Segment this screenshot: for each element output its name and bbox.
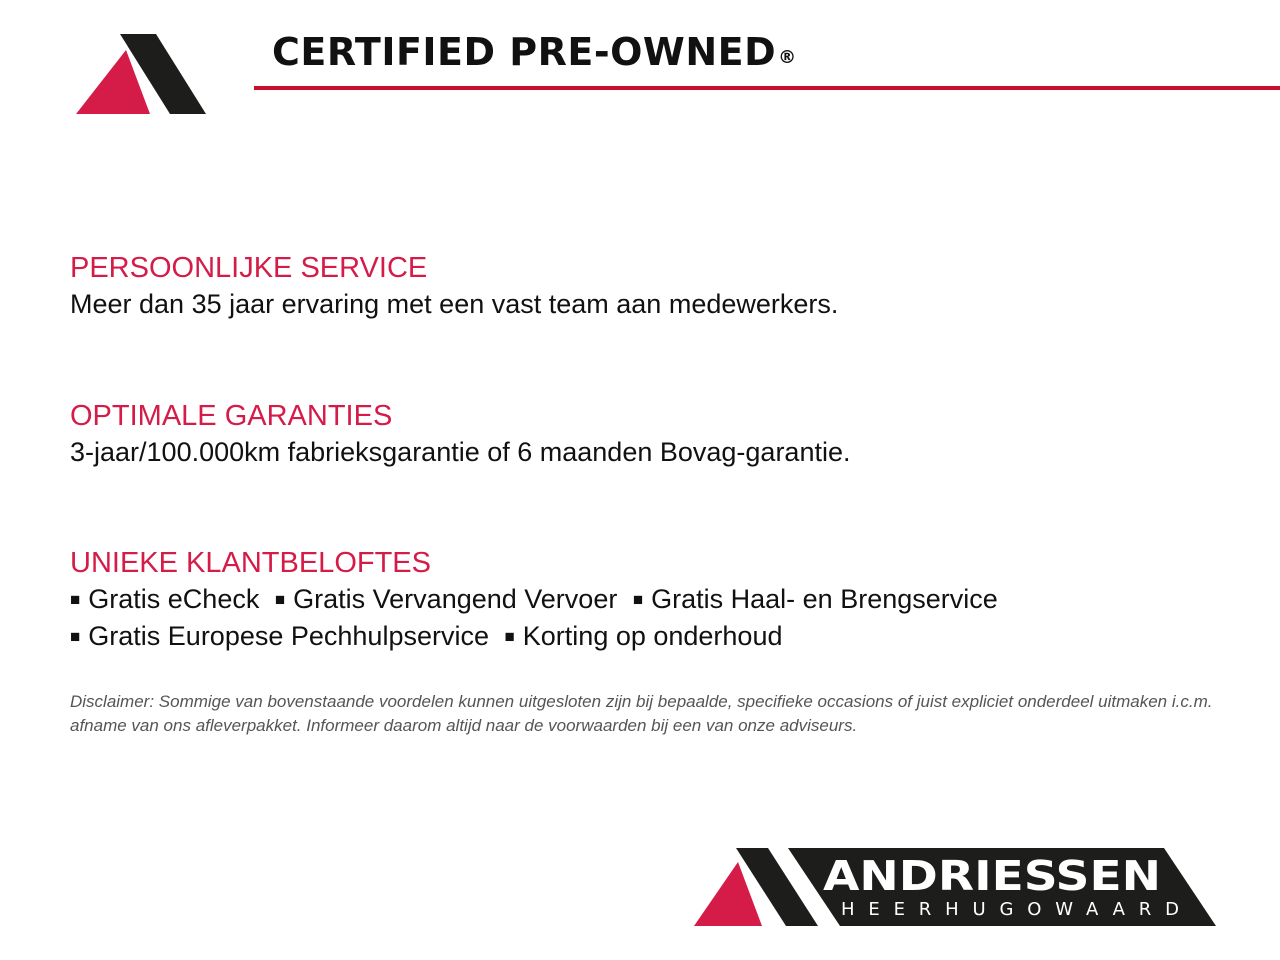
list-item: Korting op onderhoud: [522, 621, 783, 651]
brand-name: ANDRIESSEN: [823, 852, 1161, 900]
bullet-square-icon: ■: [70, 627, 81, 646]
brand-logo: [694, 848, 1218, 928]
list-item: Gratis eCheck: [88, 584, 260, 614]
bullet-square-icon: ■: [274, 590, 286, 609]
header-divider: [254, 86, 1280, 90]
section-heading: PERSOONLIJKE SERVICE: [70, 252, 428, 284]
section-persoonlijke-service: [70, 250, 1250, 322]
section-body: 3-jaar/100.000km fabrieksgarantie of 6 maanden Bovag-garantie.: [70, 437, 851, 467]
list-item: Gratis Europese Pechhulpservice: [88, 621, 489, 651]
brand-location: HEERHUGOWAARD: [841, 899, 1179, 920]
section-unieke-klantbeloftes: [70, 545, 1250, 655]
bullet-square-icon: ■: [70, 590, 81, 609]
list-item: Gratis Vervangend Vervoer: [293, 584, 618, 614]
page-title-text: CERTIFIED PRE-OWNED: [272, 30, 777, 74]
section-heading: UNIEKE KLANTBELOFTES: [70, 547, 431, 579]
registered-mark: ®: [778, 47, 797, 68]
section-body: Meer dan 35 jaar ervaring met een vast team aan medewerkers.: [70, 289, 839, 319]
bullet-square-icon: ■: [632, 590, 644, 609]
section-heading: OPTIMALE GARANTIES: [70, 400, 393, 432]
section-optimale-garanties: [70, 398, 1250, 470]
disclaimer-text: Disclaimer: Sommige van bovenstaande voordelen kunnen uitgesloten zijn bij bepaalde, specifieke occasions of juist expliciet onderdeel uitmaken i.c.m. afname van ons afleverpakket. Informeer daarom altijd naar de voorwaarden bij een van onze adviseurs.: [70, 692, 1213, 735]
page-title: [272, 30, 797, 74]
brand-mark-icon: [74, 32, 208, 116]
bullet-line: [70, 581, 1250, 618]
bullet-line: [70, 618, 1250, 655]
list-item: Gratis Haal- en Brengservice: [651, 584, 998, 614]
bullet-square-icon: ■: [504, 627, 515, 646]
